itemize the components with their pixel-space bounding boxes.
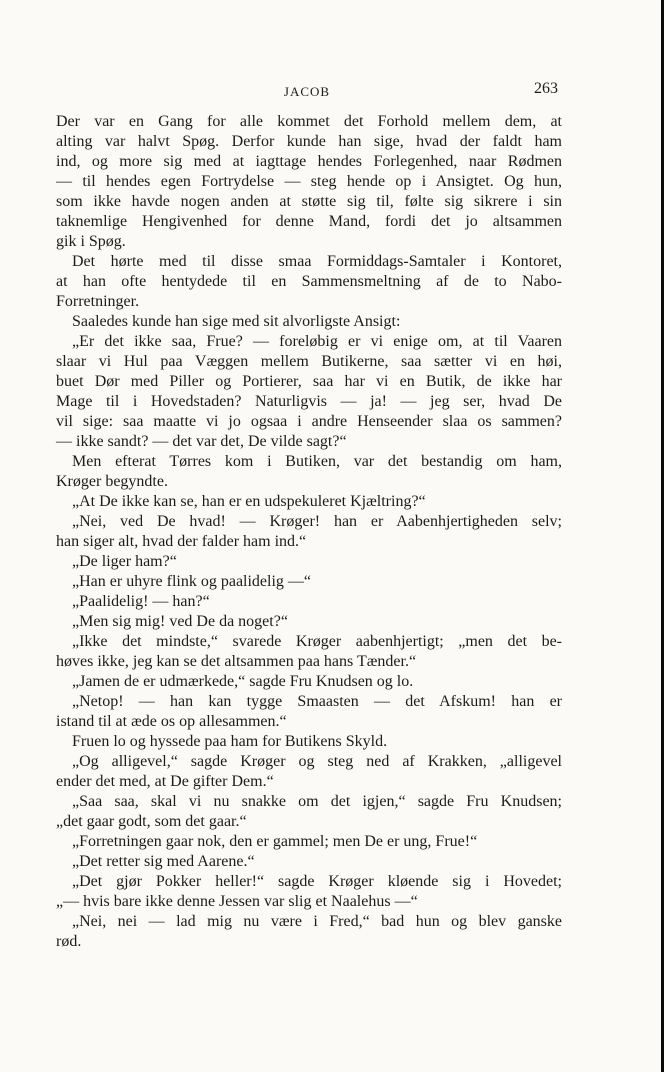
text-line: — til hendes egen Fortrydelse — steg hende op i Ansigtet. Og hun, [56,173,562,190]
text-line: buet Dør med Piller og Portierer, saa har vi en Butik, de ikke har [56,373,562,390]
text-line: at han ofte hentydede til en Sammensmeltning af de to Nabo- [56,273,562,290]
body-text [56,112,562,952]
text-line: rød. [56,933,82,950]
running-head [56,80,558,104]
text-line: „Forretningen gaar nok, den er gammel; men De er ung, Frue!“ [72,833,478,850]
text-line: „Netop! — han kan tygge Smaasten — det Afskum! han er [72,693,562,710]
text-line: Saaledes kunde han sige med sit alvorligste Ansigt: [72,313,401,330]
text-line: „Jamen de er udmærkede,“ sagde Fru Knudsen og lo. [72,673,414,690]
text-line: — ikke sandt? — det var det, De vilde sagt?“ [56,433,347,450]
text-line: Der var en Gang for alle kommet det Forhold mellem dem, at [56,113,562,130]
text-line: istand til at æde os op allesammen.“ [56,713,287,730]
text-line: Det hørte med til disse smaa Formiddags-Samtaler i Kontoret, [72,253,562,270]
text-line: Men efterat Tørres kom i Butiken, var det bestandig om ham, [72,453,562,470]
page-number: 263 [534,80,558,97]
text-line: „Ikke det mindste,“ svarede Krøger aabenhjertigt; „men det be- [72,633,562,650]
chapter-title: JACOB [283,84,331,99]
text-line: „Han er uhyre flink og paalidelig —“ [72,573,312,590]
text-line: Krøger begyndte. [56,473,168,490]
text-line: som ikke havde nogen anden at støtte sig til, følte sig sikrere i sin [56,193,562,210]
text-line: taknemlige Hengivenhed for denne Mand, fordi det jo altsammen [56,213,562,230]
text-line: „det gaar godt, som det gaar.“ [56,813,247,830]
text-line: „Det retter sig med Aarene.“ [72,853,255,870]
page-edge [661,0,664,1072]
text-line: „Er det ikke saa, Frue? — foreløbig er vi enige om, at til Vaaren [72,333,562,350]
text-line: „— hvis bare ikke denne Jessen var slig et Naalehus —“ [56,893,418,910]
text-line: ind, og more sig med at iagttage hendes Forlegenhed, naar Rødmen [56,153,562,170]
text-line: slaar vi Hul paa Væggen mellem Butikerne, saa sætter vi en høi, [56,353,562,370]
text-line: „At De ikke kan se, han er en udspekuleret Kjæltring?“ [72,493,426,510]
text-line: „De liger ham?“ [72,553,177,570]
text-line: „Nei, nei — lad mig nu være i Fred,“ bad hun og blev ganske [72,913,562,930]
text-line: „Paalidelig! — han?“ [72,593,210,610]
text-line: Fruen lo og hyssede paa ham for Butikens Skyld. [72,733,388,750]
text-line: høves ikke, jeg kan se det altsammen paa hans Tænder.“ [56,653,417,670]
text-line: han siger alt, hvad der falder ham ind.“ [56,533,307,550]
text-line: vil sige: saa maatte vi jo ogsaa i andre Henseender slaa os sammen? [56,413,562,430]
text-line: Mage til i Hovedstaden? Naturligvis — ja! — jeg ser, hvad De [56,393,562,410]
text-line: ender det med, at De gifter Dem.“ [56,773,274,790]
text-line: „Saa saa, skal vi nu snakke om det igjen,“ sagde Fru Knudsen; [72,793,562,810]
text-line: alting var halvt Spøg. Derfor kunde han sige, hvad der faldt ham [56,133,562,150]
text-line: Forretninger. [56,293,140,310]
text-line: „Nei, ved De hvad! — Krøger! han er Aabenhjertigheden selv; [72,513,562,530]
text-line: „Men sig mig! ved De da noget?“ [72,613,288,630]
text-line: „Det gjør Pokker heller!“ sagde Krøger kløende sig i Hovedet; [72,873,562,890]
text-line: „Og alligevel,“ sagde Krøger og steg ned af Krakken, „alligevel [72,753,562,770]
text-line: gik i Spøg. [56,233,126,250]
